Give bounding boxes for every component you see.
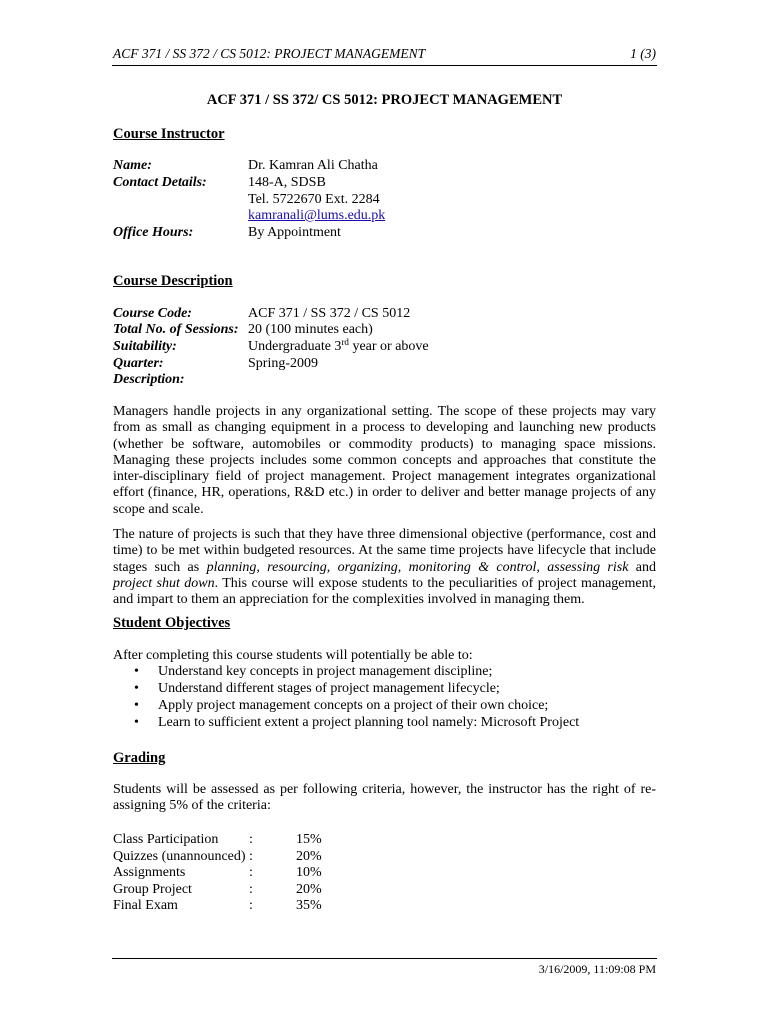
- list-item: • Learn to sufficient extent a project planning tool namely: Microsoft Project: [113, 714, 656, 731]
- quarter-label: Quarter:: [113, 356, 164, 371]
- course-instructor-heading: Course Instructor: [113, 126, 225, 142]
- sessions-value: 20 (100 minutes each): [248, 322, 373, 337]
- sessions-label: Total No. of Sessions:: [113, 322, 239, 337]
- course-code-label: Course Code:: [113, 306, 192, 321]
- header-rule: [112, 65, 657, 66]
- instructor-address: 148-A, SDSB: [248, 175, 326, 190]
- course-description-heading: Course Description: [113, 273, 233, 289]
- document-page: ACF 371 / SS 372 / CS 5012: PROJECT MANAGEMENT 1 (3) ACF 371 / SS 372/ CS 5012: PROJECT MANAGEMENT Course Instructor Name: Dr. Kamran Ali Chatha Contact Details: 148-A, SDSB Tel. 5722670 Ext. 2284 kamranali@lums.edu.pk Office Hours: By Appointment Course Description Course Code: ACF 371 / SS 372 / CS 5012 Total No. of Sessions: 20 (100 minutes each) Suitability: Undergraduate 3rd year or above Quarter: Spring-2009 Description: Managers handle projects in any organizational setting. The scope of these projects may vary from as small as changing equipment in a process to developing and launching new products (whether be software, automobiles or commodity products) to managing space missions. Managing these projects includes some common concepts and approaches that constitute the inter-disciplinary field of project management. Project management integrates organizational effort (finance, HR, operations, R&D etc.) in order to deliver and better manage projects of any scope and scale. The nature of projects is such that they have three dimensional objective (performance, cost and time) to be met within budgeted resources. At the same time projects have lifecycle that include stages such as planning, resourcing, organizing, monitoring & control, assessing risk and project shut down. This course will expose students to the peculiarities of project management, and impart to them an appreciation for the complexities involved in managing them. Student Objectives After completing this course students will potentially be able to: • Understand key concepts in project management discipline; • Understand different stages of project management lifecycle; • Apply project management concepts on a project of their own choice; • Learn to sufficient extent a project planning tool namely: Microsoft Project Grading Students will be assessed as per following criteria, however, the instructor has the right of re-assigning 5% of the criteria: Class Participation : 15% Quizzes (unannounced) : 20% Assignments : 10% Group Project : 20% Final Exam : 35% 3/16/2009, 11:09:08 PM: [0, 0, 768, 1024]
- name-label: Name:: [113, 158, 152, 173]
- document-title: ACF 371 / SS 372/ CS 5012: PROJECT MANAGEMENT: [206, 92, 563, 108]
- office-hours-value: By Appointment: [248, 225, 341, 240]
- suitability-value: Undergraduate 3rd year or above: [248, 337, 429, 354]
- description-label: Description:: [113, 372, 185, 387]
- description-paragraph-2: The nature of projects is such that they have three dimensional objective (performance, cost and time) to be met within budgeted resources. At the same time projects have lifecycle that include stages such as planning, resourcing, organizing, monitoring & control, assessing risk and project shut down. This course will expose students to the peculiarities of project management, and impart to them an appreciation for the complexities involved in managing them.: [113, 527, 657, 608]
- footer-timestamp: 3/16/2009, 11:09:08 PM: [538, 962, 656, 976]
- office-hours-label: Office Hours:: [113, 225, 194, 240]
- student-objectives-heading: Student Objectives: [113, 615, 231, 631]
- grading-intro: Students will be assessed as per following criteria, however, the instructor has the right of re-assigning 5% of the criteria:: [113, 782, 656, 814]
- list-item: • Understand key concepts in project management discipline;: [113, 663, 656, 680]
- quarter-value: Spring-2009: [248, 356, 318, 371]
- description-paragraph-1: Managers handle projects in any organizational setting. The scope of these projects may vary from as small as changing equipment in a process to developing and launching new products (whether be software, automobiles or commodity products) to managing space missions. Managing these projects includes some common concepts and approaches that constitute the inter-disciplinary field of project management. Project management integrates organizational effort (finance, HR, operations, R&D etc.) in order to deliver and better manage projects of any scope and scale.: [113, 404, 656, 517]
- contact-label: Contact Details:: [113, 175, 207, 190]
- suitability-label: Suitability:: [113, 339, 177, 354]
- objectives-list: [113, 663, 656, 731]
- instructor-name: Dr. Kamran Ali Chatha: [248, 158, 378, 173]
- instructor-email-link[interactable]: kamranali@lums.edu.pk: [248, 208, 386, 223]
- footer-rule: [112, 958, 657, 959]
- objectives-intro: After completing this course students will potentially be able to:: [113, 648, 473, 663]
- grading-heading: Grading: [113, 750, 166, 766]
- running-header-title: ACF 371 / SS 372 / CS 5012: PROJECT MANAGEMENT: [113, 46, 426, 61]
- course-code-value: ACF 371 / SS 372 / CS 5012: [248, 306, 411, 321]
- list-item: • Understand different stages of project management lifecycle;: [113, 680, 656, 697]
- instructor-phone: Tel. 5722670 Ext. 2284: [248, 192, 380, 207]
- page-number: 1 (3): [630, 46, 656, 61]
- list-item: • Apply project management concepts on a project of their own choice;: [113, 697, 656, 714]
